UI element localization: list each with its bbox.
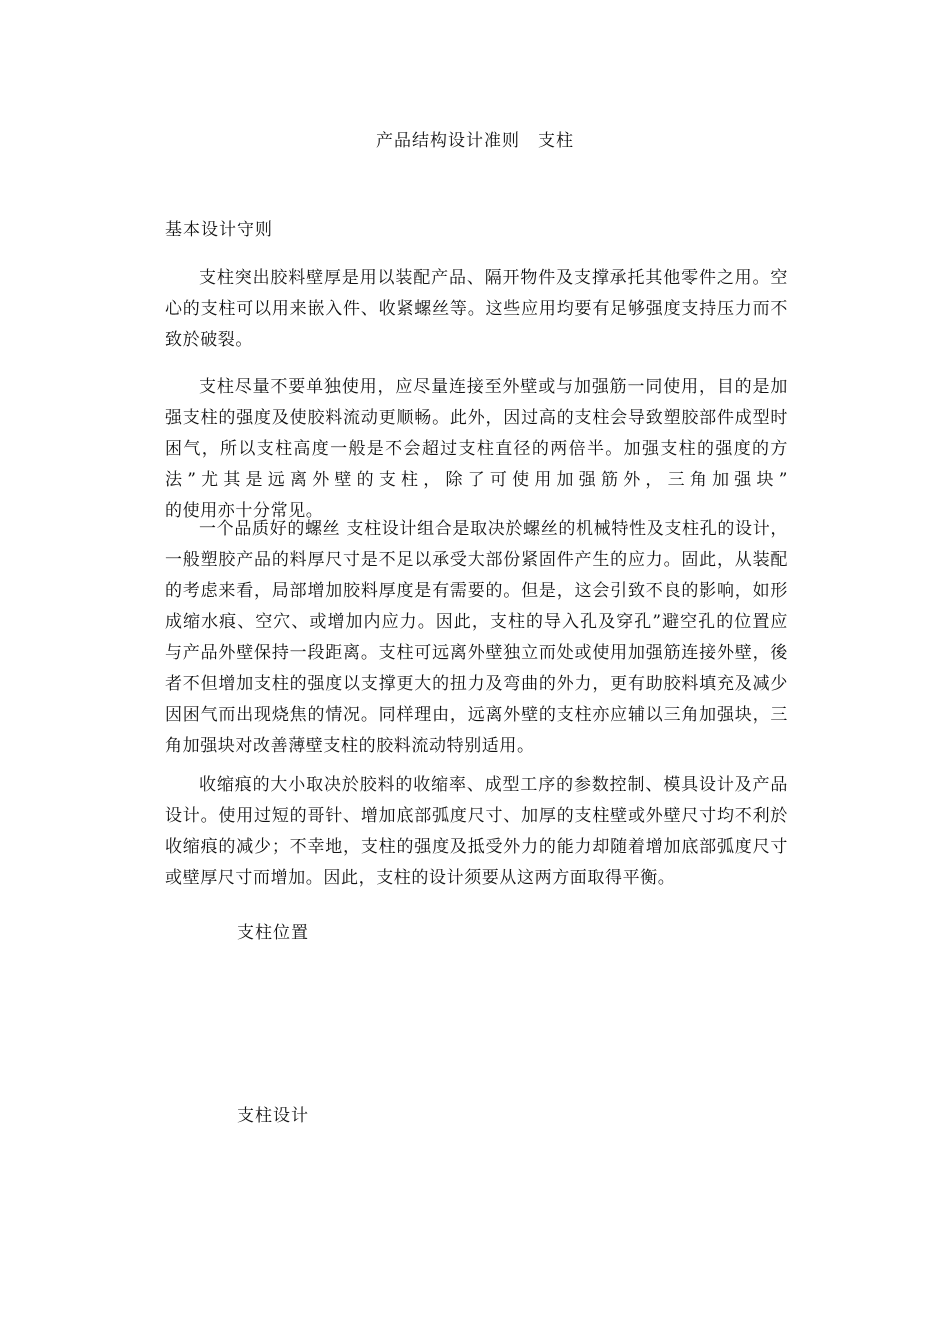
subheading-boss-design: 支柱设计 [237,1106,309,1126]
paragraph-screw-boss-design: 一个品质好的螺丝 支柱设计组合是取决於螺丝的机械特性及支柱孔的设计，一般塑胶产品的料厚尺寸是不足以承受大部份紧固件产生的应力。固此，从装配的考虑来看，局部增加胶料厚度是有需要的。但是，这会引致不良的影响，如形成缩水痕、空穴、或增加内应力。因此，支柱的导入孔及穿孔”避空孔的位置应与产品外壁保持一段距离。支柱可远离外壁独立而处或使用加强筋连接外壁，後者不但增加支柱的强度以支撑更大的扭力及弯曲的外力，更有助胶料填充及减少因困气而出现烧焦的情况。同样理由，远离外壁的支柱亦应辅以三角加强块，三角加强块对改善薄壁支柱的胶料流动特别适用。 [165,519,788,756]
paragraph-boss-connection: 支柱尽量不要单独使用，应尽量连接至外壁或与加强筋一同使用，目的是加强支柱的强度及使胶料流动更顺畅。此外，因过高的支柱会导致塑胶部件成型时困气，所以支柱高度一般是不会超过支柱直径的两倍半。加强支柱的强度的方法”尤其是远离外壁的支柱，除了可使用加强筋外，三角加强块” 的使用亦十分常见。 [165,377,912,521]
subheading-boss-location: 支柱位置 [237,923,309,943]
paragraph-boss-purpose: 支柱突出胶料壁厚是用以装配产品、隔开物件及支撑承托其他零件之用。空心的支柱可以用来嵌入件、收紧螺丝等。这些应用均要有足够强度支持压力而不致於破裂。 [165,268,788,350]
section-heading-basic-rules: 基本设计守则 [165,220,273,240]
document-title: 产品结构设计准则 支柱 [376,131,574,151]
paragraph-shrink-marks: 收缩痕的大小取决於胶料的收缩率、成型工序的参数控制、模具设计及产品设计。使用过短的哥针、增加底部弧度尺寸、加厚的支柱壁或外壁尺寸均不利於收缩痕的减少；不幸地，支柱的强度及抵受外力的能力却随着增加底部弧度尺寸或壁厚尺寸而增加。因此，支柱的设计须要从这两方面取得平衡。 [165,775,788,888]
